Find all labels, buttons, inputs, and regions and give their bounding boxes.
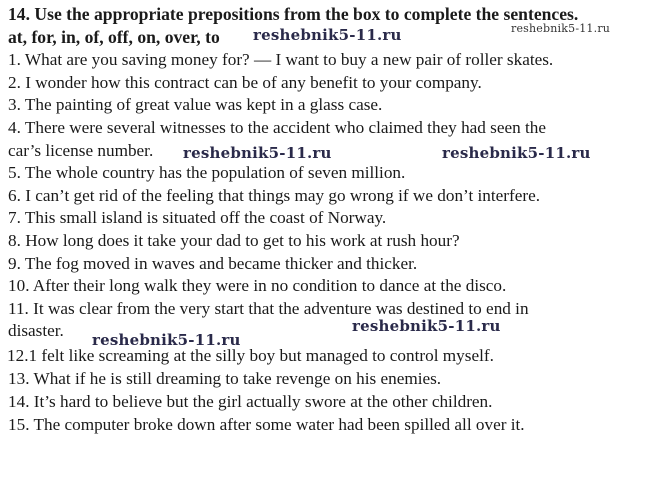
watermark: reshebnik5-11.ru (183, 144, 332, 162)
sentence-4-continued: car’s license number. (8, 141, 154, 160)
sentence-10: 10. After their long walk they were in no condition to dance at the disco. (8, 276, 507, 295)
sentence-8: 8. How long does it take your dad to get to his work at rush hour? (8, 231, 460, 250)
watermark: reshebnik5-11.ru (511, 22, 611, 35)
watermark: reshebnik5-11.ru (253, 26, 402, 44)
sentence-6: 6. I can’t get rid of the feeling that things may go wrong if we don’t interfere. (8, 186, 541, 205)
watermark: reshebnik5-11.ru (352, 317, 501, 335)
sentence-12: 12.1 felt like screaming at the silly boy but managed to control myself. (7, 346, 494, 365)
watermark: reshebnik5-11.ru (442, 144, 591, 162)
sentence-11-continued: disaster. (8, 321, 64, 340)
sentence-14: 14. It’s hard to believe but the girl actually swore at the other children. (8, 392, 493, 411)
sentence-13: 13. What if he is still dreaming to take revenge on his enemies. (8, 369, 442, 388)
sentence-3: 3. The painting of great value was kept in a glass case. (8, 95, 383, 114)
sentence-1: 1. What are you saving money for? — I want to buy a new pair of roller skates. (8, 50, 554, 69)
sentence-15: 15. The computer broke down after some water had been spilled all over it. (8, 415, 525, 434)
sentence-9: 9. The fog moved in waves and became thicker and thicker. (8, 254, 418, 273)
sentence-11: 11. It was clear from the very start that the adventure was destined to end in (8, 299, 529, 318)
exercise-heading: 14. Use the appropriate prepositions from the box to complete the sentences. (8, 4, 579, 24)
sentence-5: 5. The whole country has the population of seven million. (8, 163, 406, 182)
watermark: reshebnik5-11.ru (92, 331, 241, 349)
sentence-7: 7. This small island is situated off the coast of Norway. (8, 208, 387, 227)
prepositions-box: at, for, in, of, off, on, over, to (8, 27, 220, 47)
sentence-4: 4. There were several witnesses to the accident who claimed they had seen the (8, 118, 547, 137)
sentence-2: 2. I wonder how this contract can be of any benefit to your company. (8, 73, 482, 92)
